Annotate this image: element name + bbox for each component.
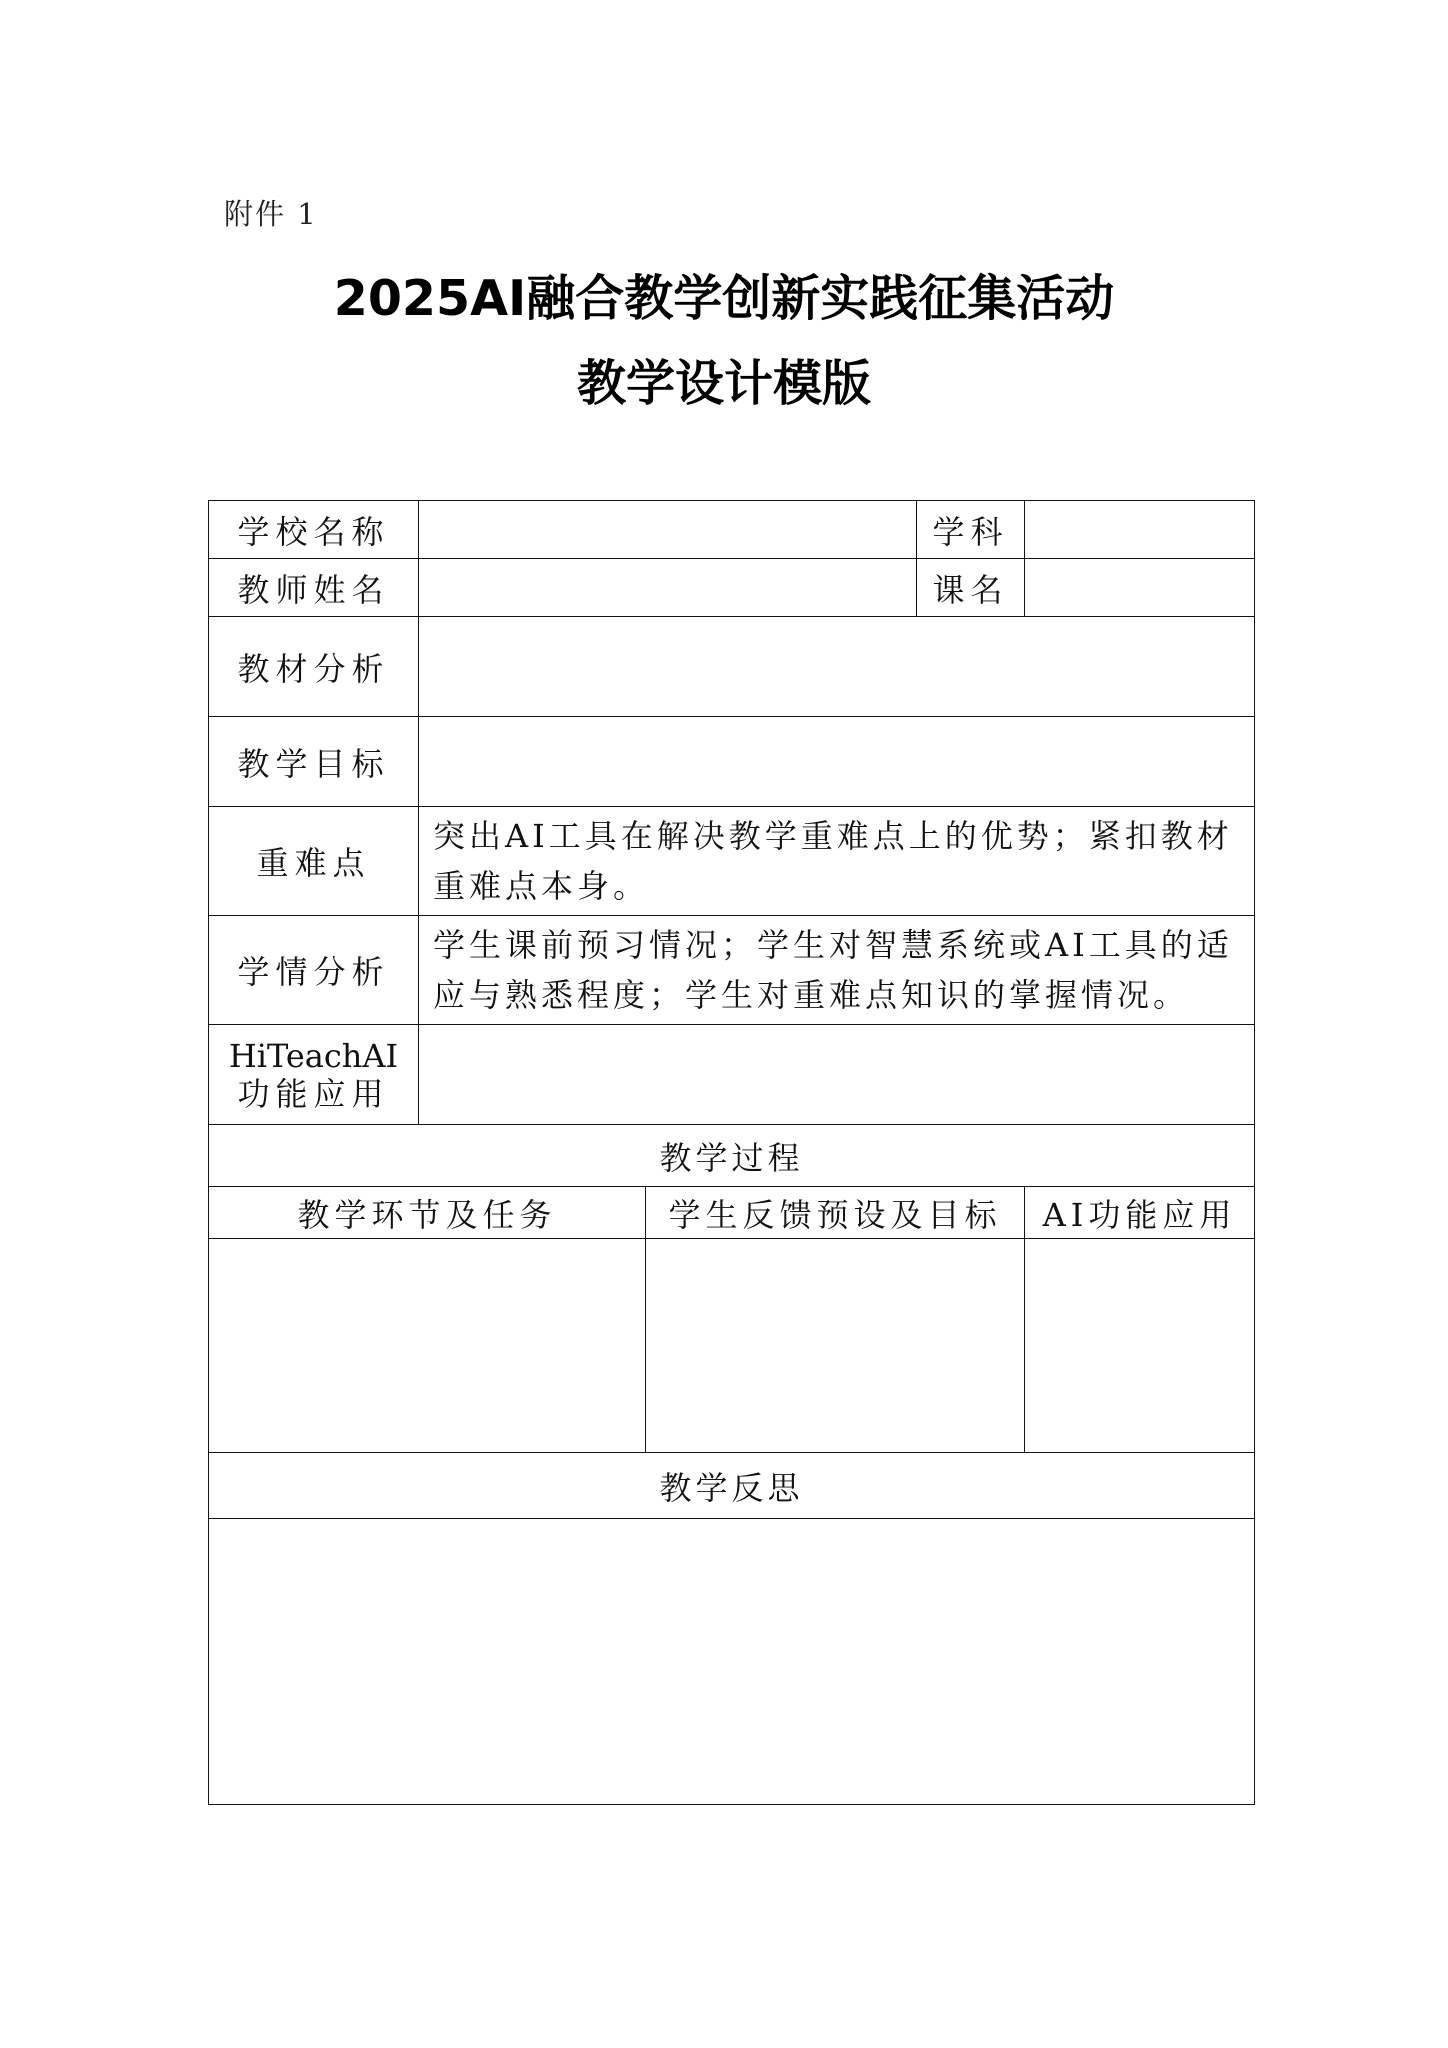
subject-field[interactable] <box>1025 501 1255 559</box>
teaching-process-heading: 教学过程 <box>209 1125 1255 1187</box>
learner-analysis-field[interactable]: 学生课前预习情况；学生对智慧系统或AI工具的适应与熟悉程度；学生对重难点知识的掌握情况。 <box>419 916 1255 1025</box>
key-points-field[interactable]: 突出AI工具在解决教学重难点上的优势；紧扣教材重难点本身。 <box>419 807 1255 916</box>
teacher-name-label: 教师姓名 <box>209 559 419 617</box>
document-title: 2025AI融合教学创新实践征集活动 <box>333 270 1115 327</box>
process-col-tasks-header: 教学环节及任务 <box>209 1187 646 1239</box>
learner-analysis-label: 学情分析 <box>209 916 419 1025</box>
school-name-field[interactable] <box>419 501 917 559</box>
course-name-field[interactable] <box>1025 559 1255 617</box>
hiteach-field[interactable] <box>419 1025 1255 1125</box>
course-name-label: 课名 <box>917 559 1025 617</box>
process-col-feedback-header: 学生反馈预设及目标 <box>646 1187 1025 1239</box>
teacher-name-field[interactable] <box>419 559 917 617</box>
textbook-analysis-field[interactable] <box>419 617 1255 717</box>
lesson-design-form <box>208 500 1255 1805</box>
subject-label: 学科 <box>917 501 1025 559</box>
school-name-label: 学校名称 <box>209 501 419 559</box>
key-points-label: 重难点 <box>209 807 419 916</box>
teaching-reflection-heading: 教学反思 <box>209 1453 1255 1519</box>
textbook-analysis-label: 教材分析 <box>209 617 419 717</box>
attachment-label: 附件 1 <box>224 197 318 231</box>
hiteach-label-line2: 功能应用 <box>237 1074 390 1113</box>
document-subtitle: 教学设计模版 <box>576 355 871 412</box>
hiteach-label <box>209 1025 419 1125</box>
teaching-objectives-label: 教学目标 <box>209 717 419 807</box>
teaching-reflection-field[interactable] <box>209 1519 1255 1805</box>
process-ai-cell[interactable] <box>1025 1239 1255 1453</box>
process-col-ai-header: AI功能应用 <box>1025 1187 1255 1239</box>
process-feedback-cell[interactable] <box>646 1239 1025 1453</box>
process-tasks-cell[interactable] <box>209 1239 646 1453</box>
hiteach-label-line1: HiTeachAI <box>228 1036 399 1075</box>
teaching-objectives-field[interactable] <box>419 717 1255 807</box>
